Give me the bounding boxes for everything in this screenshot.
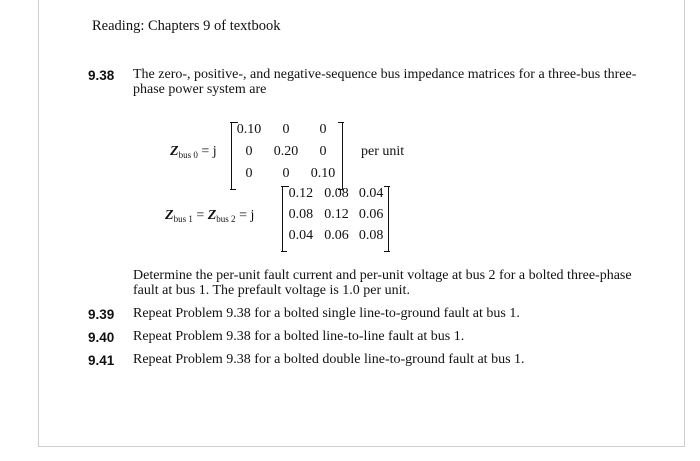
problem-number-9-41: 9.41 [88, 353, 115, 368]
matrix-cell: 0 [245, 144, 253, 159]
zbus0-matrix [231, 122, 343, 190]
zbus12-row [283, 228, 388, 244]
matrix-cell: 0.12 [324, 207, 349, 222]
problem-9-38-task: Determine the per-unit fault current and per-unit voltage at bus 2 for a bolted three-phase fault at bus 1. The prefault voltage is 1.0 per unit. [133, 268, 632, 298]
matrix-cell: 0.12 [288, 186, 314, 201]
zbus0-row [232, 144, 342, 160]
matrix-cell: 0.10 [236, 122, 262, 137]
zbus0-z-symbol: Z [170, 144, 179, 159]
zbus12-row [283, 186, 388, 202]
problem-9-39-text: Repeat Problem 9.38 for a bolted single line-to-ground fault at bus 1. [133, 306, 520, 321]
zbus12-equals-j: = j [235, 208, 255, 223]
zbus2-z-symbol: Z [207, 208, 217, 223]
zbus0-label [170, 144, 217, 160]
zbus1-z-symbol: Z [165, 208, 174, 223]
problem-number-9-39: 9.39 [88, 307, 115, 322]
matrix-cell: 0.06 [324, 228, 349, 243]
matrix-cell: 0.08 [324, 186, 349, 201]
matrix-cell: 0.06 [358, 207, 384, 222]
matrix-cell: 0.04 [358, 186, 384, 201]
problem-number-9-40: 9.40 [88, 330, 115, 345]
matrix-cell: 0 [282, 166, 290, 181]
zbus0-equals-j: = j [197, 144, 217, 159]
zbus2-subscript: bus 2 [216, 214, 236, 224]
zbus0-row [232, 166, 342, 182]
problem-number-9-38: 9.38 [88, 68, 115, 83]
matrix-cell: 0 [319, 144, 327, 159]
zbus12-equals: = [192, 208, 208, 223]
matrix-cell: 0 [245, 166, 253, 181]
matrix-cell: 0.10 [310, 166, 336, 181]
problem-9-40-text: Repeat Problem 9.38 for a bolted line-to-line fault at bus 1. [133, 329, 465, 344]
matrix-cell: 0.20 [273, 144, 299, 159]
zbus12-row [283, 207, 388, 223]
zbus0-row [232, 122, 342, 138]
matrix-cell: 0 [282, 122, 290, 137]
matrix-cell: 0.08 [288, 207, 314, 222]
matrix-cell: 0 [319, 122, 327, 137]
zbus12-matrix [282, 186, 389, 252]
zbus0-unit: per unit [361, 144, 405, 159]
matrix-cell: 0.04 [288, 228, 314, 243]
zbus1-subscript: bus 1 [173, 214, 193, 224]
zbus0-subscript: bus 0 [178, 150, 198, 160]
problem-9-38-intro: The zero-, positive-, and negative-sequence bus impedance matrices for a three-bus three-phase power system are [133, 67, 637, 97]
matrix-cell: 0.08 [358, 228, 384, 243]
zbus12-label [165, 208, 254, 224]
reading-heading: Reading: Chapters 9 of textbook [92, 18, 281, 34]
problem-9-41-text: Repeat Problem 9.38 for a bolted double line-to-ground fault at bus 1. [133, 352, 525, 367]
